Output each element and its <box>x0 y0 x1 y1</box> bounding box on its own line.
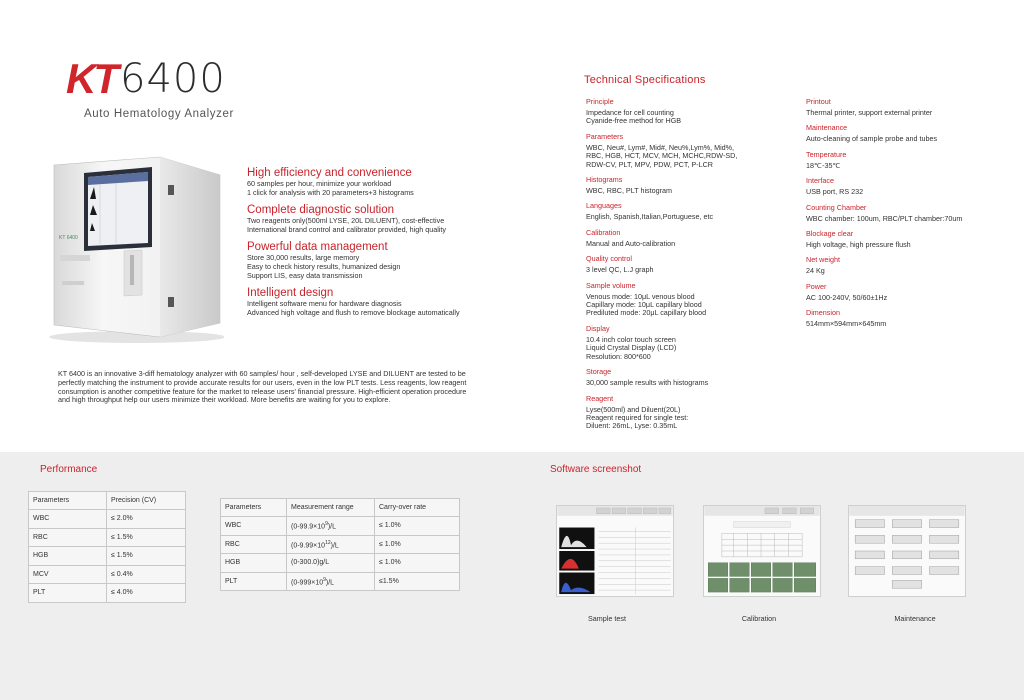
spec-value: 18℃-35℃ <box>806 160 841 170</box>
spec-parameters <box>586 132 786 169</box>
feature-data-management <box>247 241 527 280</box>
software-title: Software screenshot <box>550 464 642 475</box>
table-cell: ≤ 0.4% <box>107 565 186 584</box>
table-cell: ≤ 1.0% <box>375 535 460 554</box>
spec-label: Dimension <box>806 308 840 318</box>
table-header: Precision (CV) <box>107 492 186 510</box>
range-unit: )/L <box>330 541 339 549</box>
table-cell: ≤ 2.0% <box>107 510 186 529</box>
range-exponent: 9 <box>325 521 328 528</box>
spec-label: Histograms <box>586 175 623 185</box>
spec-dimension <box>806 308 1016 328</box>
spec-label: Principle <box>586 97 614 106</box>
spec-label: Power <box>806 281 827 291</box>
spec-temperature <box>806 150 1016 170</box>
spec-histograms <box>586 175 786 195</box>
table-row <box>221 517 460 536</box>
spec-value: USB port, RS 232 <box>806 187 864 197</box>
spec-languages <box>586 201 786 221</box>
feature-line: 60 samples per hour, minimize your workload <box>247 179 392 188</box>
spec-value: 24 Kg <box>806 266 825 276</box>
spec-label: Display <box>586 323 610 333</box>
table-cell: RBC <box>29 528 107 547</box>
spec-sample-volume <box>586 281 786 318</box>
product-description: KT 6400 is an innovative 3-diff hematology analyzer with 60 samples/ hour , self-developed LYSE and DILUENT are tested to be perfectly matching the instrument to provide accurate results for our users, even in the low PLT tests. Less reagents, low reagent consumption is another competitive feature for the market to release users' financial pressure. High-efficient operation procedure and high throughput help our users minimize their workload. More benefits are waiting for you to explore. <box>58 369 467 405</box>
spec-label: Storage <box>586 367 612 377</box>
table-cell: ≤ 1.0% <box>375 554 460 573</box>
spec-calibration <box>586 228 786 248</box>
spec-value: Prediluted mode: 20μL capillary blood <box>586 308 707 318</box>
table-header: Carry-over rate <box>375 499 460 517</box>
table-cell: WBC <box>221 517 287 536</box>
spec-label: Quality control <box>586 254 632 264</box>
table-cell: PLT <box>29 584 107 603</box>
spec-value: Reagent required for single test: <box>586 412 689 422</box>
screenshot-maintenance <box>848 505 966 597</box>
spec-value: Thermal printer, support external printer <box>806 108 933 117</box>
spec-value: Impedance for cell counting <box>586 108 674 117</box>
spec-reagent <box>586 394 786 431</box>
spec-principle <box>586 97 786 126</box>
table-row <box>221 535 460 554</box>
feature-line: Advanced high voltage and flush to remove blockage automatically <box>247 307 460 317</box>
table-cell: ≤1.5% <box>375 572 460 591</box>
spec-value: Diluent: 26mL, Lyse: 0.35mL <box>586 421 678 431</box>
spec-value: 3 level QC, L.J graph <box>586 265 654 275</box>
table-row <box>221 572 460 591</box>
feature-diagnostic <box>247 204 527 234</box>
caption-maintenance: Maintenance <box>894 614 936 623</box>
spec-value: Cyanide-free method for HGB <box>586 116 682 126</box>
table-cell <box>287 517 375 536</box>
spec-label: Net weight <box>806 255 840 265</box>
spec-label: Reagent <box>586 393 614 403</box>
spec-printout <box>806 97 1016 117</box>
spec-label: Counting Chamber <box>806 202 867 212</box>
spec-value: Capillary mode: 10μL capillary blood <box>586 300 702 310</box>
table-row <box>221 554 460 573</box>
range-table <box>220 498 460 591</box>
feature-line: Intelligent software menu for hardware diagnosis <box>247 299 402 309</box>
feature-line: Store 30,000 results, large memory <box>247 253 360 263</box>
table-cell <box>287 554 375 573</box>
table-row <box>29 510 186 529</box>
spec-value: WBC chamber: 100um, RBC/PLT chamber:70um <box>806 213 963 223</box>
spec-column-right <box>806 97 1016 335</box>
spec-power <box>806 282 1016 302</box>
feature-line: Two reagents only(500ml LYSE, 20L DILUENT), cost-effective <box>247 216 445 226</box>
spec-value: High voltage, high pressure flush <box>806 240 911 250</box>
table-cell: WBC <box>29 510 107 529</box>
spec-value: WBC, RBC, PLT histogram <box>586 186 673 196</box>
spec-value: RBC, HGB, HCT, MCV, MCH, MCHC,RDW-SD, <box>586 151 738 161</box>
spec-value: AC 100-240V, 50/60±1Hz <box>806 292 888 302</box>
screenshot-calibration <box>703 505 821 597</box>
feature-title: High efficiency and convenience <box>247 167 412 179</box>
feature-intelligent <box>247 287 527 317</box>
tech-spec-title: Technical Specifications <box>584 74 706 86</box>
table-header: Parameters <box>221 499 287 517</box>
feature-line: International brand control and calibrator provided, high quality <box>247 224 446 234</box>
spec-value: WBC, Neu#, Lym#, Mid#, Neu%,Lym%, Mid%, <box>586 142 735 152</box>
spec-value: 514mm×594mm×645mm <box>806 319 887 329</box>
range-text: (0-999×10 <box>291 578 324 586</box>
spec-interface <box>806 176 1016 196</box>
feature-list <box>247 167 527 324</box>
spec-label: Temperature <box>806 149 847 159</box>
spec-label: Interface <box>806 176 834 186</box>
spec-counting-chamber <box>806 203 1016 223</box>
range-text: (0-9.99×10 <box>291 541 326 549</box>
performance-title: Performance <box>40 464 98 475</box>
table-cell: ≤ 1.0% <box>375 517 460 536</box>
range-exponent: 12 <box>325 539 331 546</box>
table-cell: HGB <box>29 547 107 566</box>
precision-table <box>28 491 186 603</box>
product-subtitle: Auto Hematology Analyzer <box>84 108 234 120</box>
range-exponent: 9 <box>323 576 326 583</box>
spec-label: Blockage clear <box>806 229 854 239</box>
spec-value: 30,000 sample results with histograms <box>586 378 709 388</box>
model-number: 6400 <box>120 56 226 102</box>
spec-label: Calibration <box>586 227 621 237</box>
table-cell: PLT <box>221 572 287 591</box>
table-header: Parameters <box>29 492 107 510</box>
range-text: (0-300.0)g/L <box>291 559 330 567</box>
spec-value: English, Spanish,Italian,Portuguese, etc <box>586 212 714 222</box>
table-cell: HGB <box>221 554 287 573</box>
spec-label: Languages <box>586 201 622 211</box>
spec-label: Parameters <box>586 131 624 141</box>
spec-maintenance <box>806 123 1016 143</box>
spec-display <box>586 324 786 361</box>
table-cell: ≤ 1.5% <box>107 547 186 566</box>
spec-value: Lyse(500ml) and Diluent(20L) <box>586 404 681 414</box>
spec-label: Sample volume <box>586 280 636 290</box>
spec-net-weight <box>806 255 1016 275</box>
table-cell: ≤ 4.0% <box>107 584 186 603</box>
spec-value: Auto-cleaning of sample probe and tubes <box>806 134 938 144</box>
table-header: Measurement range <box>287 499 375 517</box>
feature-line: 1 click for analysis with 20 parameters+3 histograms <box>247 187 414 197</box>
spec-value: Manual and Auto-calibration <box>586 238 676 248</box>
table-row <box>29 547 186 566</box>
feature-title: Intelligent design <box>247 287 334 300</box>
spec-label: Maintenance <box>806 123 848 133</box>
spec-value: RDW-CV, PLT, MPV, PDW, PCT, P-LCR <box>586 159 713 169</box>
table-row <box>29 528 186 547</box>
spec-value: Liquid Crystal Display (LCD) <box>586 343 677 353</box>
feature-line: Support LIS, easy data transmission <box>247 270 363 280</box>
table-cell <box>287 535 375 554</box>
caption-sample-test: Sample test <box>588 614 626 623</box>
table-cell: MCV <box>29 565 107 584</box>
caption-calibration: Calibration <box>741 614 777 623</box>
range-unit: )/L <box>325 578 335 586</box>
range-unit: )/L <box>327 523 337 531</box>
range-text: (0-99.9×10 <box>291 523 326 531</box>
spec-value: Resolution: 800*600 <box>586 351 651 361</box>
spec-blockage-clear <box>806 229 1016 249</box>
spec-label: Printout <box>806 97 831 106</box>
brand-logo: KT <box>66 55 116 102</box>
table-cell: ≤ 1.5% <box>107 528 186 547</box>
feature-title: Powerful data management <box>247 241 388 254</box>
table-cell: RBC <box>221 535 287 554</box>
screenshot-sample-test <box>556 505 674 597</box>
analyzer-device-illustration <box>42 155 224 345</box>
spec-value: Venous mode: 10μL venous blood <box>586 291 695 301</box>
spec-quality-control <box>586 254 786 274</box>
table-header-row <box>29 492 186 510</box>
spec-column-left <box>586 97 786 437</box>
feature-title: Complete diagnostic solution <box>247 204 395 217</box>
table-header-row <box>221 499 460 517</box>
spec-value: 10.4 inch color touch screen <box>586 334 676 344</box>
spec-storage <box>586 367 786 387</box>
table-cell <box>287 572 375 591</box>
brand-header <box>66 55 234 120</box>
feature-efficiency <box>247 167 527 197</box>
table-row <box>29 584 186 603</box>
table-row <box>29 565 186 584</box>
feature-line: Easy to check history results, humanized design <box>247 261 401 271</box>
device-panel-label: KT 6400 <box>59 235 78 241</box>
